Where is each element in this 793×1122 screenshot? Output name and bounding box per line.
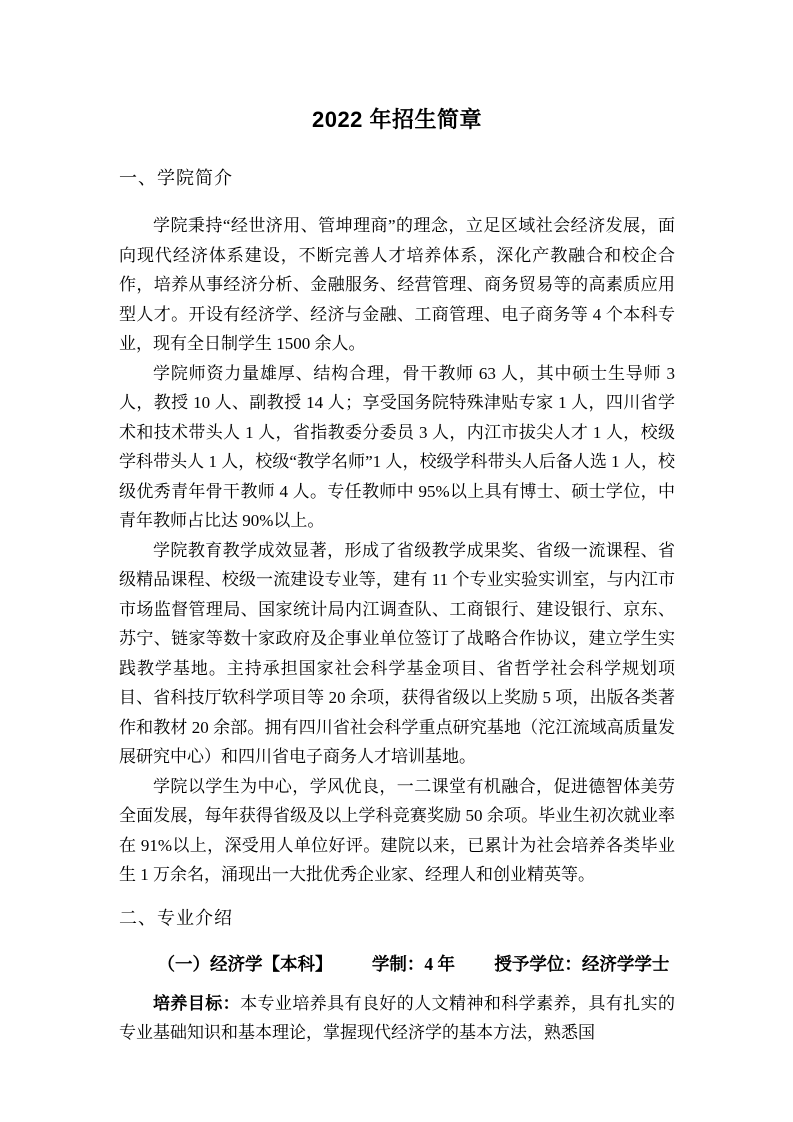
section-heading-college-intro: 一、学院简介 xyxy=(119,168,233,188)
training-objective-text: 本专业培养具有良好的人文精神和科学素养，具有扎实的专业基础知识和基本理论，掌握现代经济学的基本方法，熟悉国 xyxy=(119,993,676,1042)
document-title: 2022 年招生简章 xyxy=(311,107,483,132)
intro-paragraph-1: 学院秉持“经世济用、管坤理商”的理念，立足区域社会经济发展，面向现代经济体系建设，不断完善人才培养体系，深化产教融合和校企合作，培养从事经济分析、金融服务、经营管理、商务贸易等的高素质应用型人才。开设有经济学、经济与金融、工商管理、电子商务等 4 个本科专业，现有全日制学生 1500 余人。 xyxy=(119,216,675,353)
intro-paragraph-3: 学院教育教学成效显著，形成了省级教学成果奖、省级一流课程、省级精品课程、校级一流建设专业等，建有 11 个专业实验实训室，与内江市市场监督管理局、国家统计局内江调查队、工商银行、建设银行、京东、苏宁、链家等数十家政府及企事业单位签订了战略合作协议，建立学生实践教学基地。主持承担国家社会科学基金项目、省哲学社会科学规划项目、省科技厅软科学项目等 20 余项，获得省级以上奖励 5 项，出版各类著作和教材 20 余部。拥有四川省社会科学重点研究基地（沱江流域高质量发展研究中心）和四川省电子商务人才培训基地。 xyxy=(119,540,675,766)
intro-paragraph-4: 学院以学生为中心，学风优良，一二课堂有机融合，促进德智体美劳全面发展，每年获得省级及以上学科竞赛奖励 50 余项。毕业生初次就业率在 91%以上，深受用人单位好评。建院以来，已累计为社会培养各类毕业生 1 万余名，涌现出一大批优秀企业家、经理人和创业精英等。 xyxy=(119,776,675,884)
section-heading-major-intro: 二、专业介绍 xyxy=(119,907,233,928)
intro-paragraph-2: 学院师资力量雄厚、结构合理，骨干教师 63 人，其中硕士生导师 3 人，教授 10 人、副教授 14 人；享受国务院特殊津贴专家 1 人，四川省学术和技术带头人 1 人，省指教委分委员 3 人，内江市拔尖人才 1 人，校级学科带头人 1 人，校级“教学名师”1 人，校级学科带头人后备人选 1 人，校级优秀青年骨干教师 4 人。专任教师中 95%以上具有博士、硕士学位，中青年教师占比达 90%以上。 xyxy=(119,363,675,530)
training-objective-paragraph xyxy=(119,989,675,1048)
program-name: （一）经济学【本科】 xyxy=(157,953,333,974)
program-heading xyxy=(119,951,675,977)
training-objective-label: 培养目标： xyxy=(153,993,241,1013)
program-degree: 授予学位：经济学学士 xyxy=(494,953,670,974)
program-duration: 学制：4 年 xyxy=(371,953,455,974)
